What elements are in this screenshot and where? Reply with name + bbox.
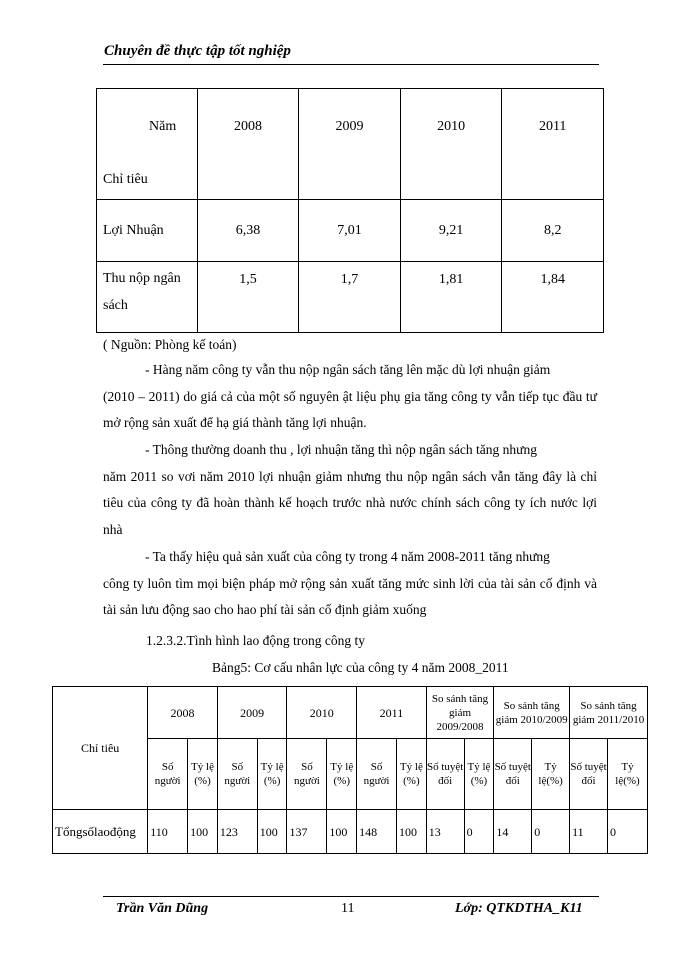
table2-cell: 0 [464,810,494,854]
table2-compare-header: So sánh tăng giảm 2011/2010 [570,687,648,739]
table1-row-label [97,262,198,333]
table1-year-header: 2009 [299,89,401,200]
footer-rule [103,896,599,897]
paragraph-first-line: - Ta thấy hiệu quả sản xuất của công ty trong 4 năm 2008-2011 tăng nhưng [145,549,550,564]
table2-cell: 100 [188,810,218,854]
table2-compare-header: So sánh tăng giảm 2009/2008 [426,687,494,739]
table1-row-label: Lợi Nhuận [97,200,198,262]
profit-budget-table [96,88,604,333]
table1-cell: 7,01 [299,200,401,262]
table1-year-header: 2008 [197,89,299,200]
document-header-title: Chuyên đề thực tập tốt nghiệp [104,43,291,59]
table1-cell: 9,21 [400,200,502,262]
table2-year-header: 2009 [217,687,287,739]
table2-caption: Bảng5: Cơ cấu nhân lực của công ty 4 năm 2008_2011 [212,660,509,675]
table1-cell: 1,5 [197,262,299,333]
table1-cell: 1,7 [299,262,401,333]
table2-cell: 100 [257,810,287,854]
table2-row-label: Tổngsốlaođộng [53,810,148,854]
table1-year-header: 2010 [400,89,502,200]
table1-row [97,200,604,262]
table2-subheader: Số người [217,739,257,810]
table2-cell: 100 [397,810,427,854]
table2-subheader: Số tuyệt đối [426,739,464,810]
table2-subheader: Tỷ lệ(%) [532,739,570,810]
table1-row-label-line: sách [103,298,128,313]
table2-row [53,810,648,854]
page-number: 11 [341,901,355,916]
table2-cell: 137 [287,810,327,854]
table2-cell: 100 [327,810,357,854]
section-heading: 1.2.3.2.Tình hình lao động trong công ty [146,633,365,648]
table1-cell: 6,38 [197,200,299,262]
table2-cell: 123 [217,810,257,854]
footer-class: Lớp: QTKDTHA_K11 [455,901,583,916]
table1-cell: 1,81 [400,262,502,333]
table2-cell: 110 [148,810,188,854]
table2-cell: 0 [532,810,570,854]
table2-year-header: 2011 [357,687,427,739]
table1-source-note: ( Nguồn: Phòng kế toán) [103,337,237,352]
workforce-structure-table [52,686,648,854]
table2-subheader: Tỷ lệ (%) [257,739,287,810]
body-paragraph [103,437,597,543]
table2-year-header: 2010 [287,687,357,739]
table1-year-header: 2011 [502,89,604,200]
table2-subheader: Tỷ lệ (%) [327,739,357,810]
table2-year-header: 2008 [148,687,218,739]
table2-row-header: Chỉ tiêu [53,687,148,810]
table2-subheader: Tỷ lệ(%) [607,739,647,810]
table2-subheader: Số tuyệt đối [570,739,608,810]
paragraph-continuation: năm 2011 so vơi năm 2010 lợi nhuận giảm nhưng thu nộp ngân sách vẫn tăng đây là chỉ tiêu của công ty đã hoàn thành kế hoạch trước nhà nước chính sách công ty ích nước lợi nhà [103,468,597,537]
table2-cell: 0 [607,810,647,854]
table2-subheader: Số người [357,739,397,810]
table1-cell: 1,84 [502,262,604,333]
table2-cell: 148 [357,810,397,854]
table2-cell: 13 [426,810,464,854]
table1-cell: 8,2 [502,200,604,262]
body-paragraph [103,544,597,624]
table2-subheader: Tỷ lệ (%) [397,739,427,810]
table2-subheader: Số tuyệt đối [494,739,532,810]
table1-row-label-line: Thu nộp ngân [103,271,181,286]
paragraph-continuation: công ty luôn tìm mọi biện pháp mở rộng sản xuất tăng mức sinh lời của tài sản cố định và tài sản lưu động sao cho hao phí tài sản cố định giảm xuống [103,575,597,617]
body-paragraph [103,357,597,437]
table2-subheader: Số người [148,739,188,810]
table2-cell: 14 [494,810,532,854]
paragraph-first-line: - Thông thường doanh thu , lợi nhuận tăng thì nộp ngân sách tăng nhưng [145,442,537,457]
paragraph-first-line: - Hàng năm công ty vẫn thu nộp ngân sách tăng lên mặc dù lợi nhuận giảm [145,362,551,377]
table2-subheader: Tỷ lệ (%) [188,739,218,810]
header-rule [103,64,599,65]
table1-corner-cell [97,89,198,200]
table2-compare-header: So sánh tăng giảm 2010/2009 [494,687,570,739]
table2-cell: 11 [570,810,608,854]
paragraph-continuation: (2010 – 2011) do giá cả của một số nguyên ật liệu phụ gia tăng công ty vẫn tiếp tục đầu tư mở rộng sản xuất để hạ giá thành tăng lợi nhuận. [103,388,597,430]
table2-subheader: Tỷ lệ (%) [464,739,494,810]
table1-corner-indicator: Chỉ tiêu [103,172,148,187]
table1-row [97,262,604,333]
table2-subheader: Số người [287,739,327,810]
footer-author: Trần Văn Dũng [116,901,209,916]
table1-corner-year: Năm [149,119,177,134]
